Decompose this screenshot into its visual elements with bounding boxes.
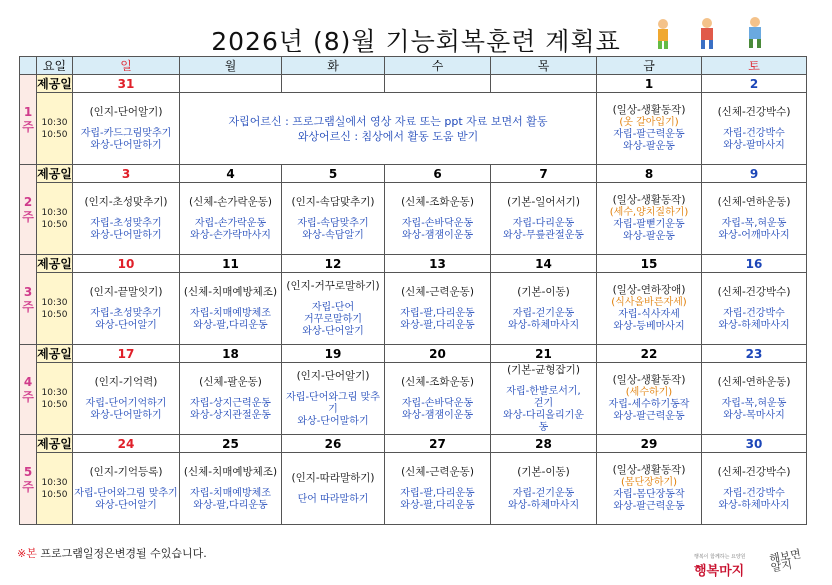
activity-line: 자립-속담맞추기 (297, 217, 369, 229)
header-day: 월 (180, 57, 282, 75)
activity-line: 자립-손바닥운동 (401, 397, 474, 409)
activity-title: (신체-팔운동) (199, 375, 262, 388)
activity-cell (702, 183, 807, 255)
spacer (282, 383, 384, 392)
activity-line: 단어 따라말하기 (297, 493, 369, 505)
activity-cell (73, 93, 180, 165)
date-row (20, 165, 807, 183)
activity-line: 자립-손가락운동 (194, 217, 267, 229)
activity-title: (신체-손가락운동) (189, 195, 272, 208)
week-label (20, 165, 37, 255)
date-cell: 21 (491, 345, 597, 363)
time-cell (37, 363, 73, 435)
date-cell: 14 (491, 255, 597, 273)
activity-line: 자립-건강박수 (723, 127, 785, 139)
date-cell: 20 (385, 345, 491, 363)
activity-line: 와상-팔,다리운동 (193, 499, 268, 511)
time-end: 10:50 (41, 489, 68, 500)
activity-cell (282, 363, 385, 435)
merged-line: 자립어르신 : 프로그램실에서 영상 자료 또는 ppt 자료 보면서 활동 (228, 114, 548, 128)
week-label (20, 345, 37, 435)
date-cell: 2 (702, 75, 807, 93)
date-cell (385, 75, 491, 93)
activity-line: 자립-팔근력운동 (613, 129, 685, 140)
activity-line: 와상-손가락마사지 (190, 229, 271, 241)
activity-line: 와상-팔근력운동 (613, 501, 685, 512)
activity-cell (702, 453, 807, 525)
activity-line: 자립-치매예방체조 (190, 487, 271, 499)
activity-line: 와상-하체마사지 (507, 319, 580, 331)
activity-cell (385, 183, 491, 255)
activity-line: 자립-목,혀운동 (721, 217, 787, 229)
activity-line: 자립-치매예방체조 (190, 307, 271, 319)
spacer (491, 479, 596, 488)
activity-title: (인지-거꾸로말하기) (286, 279, 380, 292)
activity-line: 와상-단어말하기 (297, 415, 369, 427)
activity-title: (기본-이동) (517, 465, 570, 478)
time-end: 10:50 (41, 129, 68, 140)
activity-cell (73, 183, 180, 255)
date-cell: 7 (491, 165, 597, 183)
time-cell (37, 93, 73, 165)
spacer (180, 209, 281, 218)
activity-line: 자립-다리운동 (512, 217, 575, 229)
activity-line: 자립-초성맞추기 (90, 307, 162, 319)
activity-cell (491, 273, 597, 345)
activity-cell (385, 453, 491, 525)
header-day: 화 (282, 57, 385, 75)
spacer (702, 119, 806, 128)
date-cell: 1 (597, 75, 702, 93)
activity-cell (73, 453, 180, 525)
spacer (491, 299, 596, 308)
week-label-text: 주 (22, 389, 34, 404)
activity-line: 자립-세수하기동작 (608, 399, 690, 410)
time-start: 10:30 (41, 117, 68, 128)
time-start: 10:30 (41, 387, 68, 398)
spacer (385, 209, 490, 218)
date-cell: 18 (180, 345, 282, 363)
date-cell: 8 (597, 165, 702, 183)
provide-label: 제공일 (37, 255, 73, 273)
week-label (20, 75, 37, 165)
time-start: 10:30 (41, 207, 68, 218)
activity-cell (385, 363, 491, 435)
spacer (73, 389, 179, 398)
activity-title: (인지-속담맞추기) (291, 195, 375, 208)
activity-line: 자립-팔,다리운동 (400, 307, 475, 319)
date-cell: 31 (73, 75, 180, 93)
week-label-text: 주 (22, 209, 34, 224)
time-start: 10:30 (41, 477, 68, 488)
header-yoil: 요일 (37, 57, 73, 75)
activity-line: 와상-하체마사지 (718, 499, 790, 511)
activity-cell (597, 363, 702, 435)
header-day: 금 (597, 57, 702, 75)
activity-line: 자립-단어와그림 맞추기 (286, 391, 380, 415)
activity-cell (385, 273, 491, 345)
spacer (180, 299, 281, 308)
week-label (20, 255, 37, 345)
date-cell: 16 (702, 255, 807, 273)
activity-cell (597, 183, 702, 255)
date-cell: 26 (282, 435, 385, 453)
activity-title: (일상-생활동작) (612, 464, 686, 476)
activity-line: 자립-카드그림맞추기 (80, 127, 172, 139)
date-cell: 19 (282, 345, 385, 363)
activity-line: 자립-단어와그림 맞추기 (74, 487, 178, 499)
week-label-text: 주 (22, 119, 34, 134)
activity-cell (597, 93, 702, 165)
activity-title: (인지-끝말잇기) (89, 285, 163, 298)
activity-cell (180, 363, 282, 435)
activity-cell (491, 453, 597, 525)
activity-subtitle: (세수,양치질하기) (609, 207, 689, 218)
activity-line: 와상-잼잼이운동 (401, 409, 474, 421)
activity-line: 와상-속담알기 (302, 229, 364, 241)
activity-line: 와상-팔근력운동 (613, 411, 685, 422)
activity-line: 와상-무릎관절운동 (503, 229, 584, 241)
activity-line: 와상-팔운동 (623, 231, 675, 242)
header-day: 토 (702, 57, 807, 75)
activity-line: 와상-단어알기 (95, 499, 157, 511)
activity-line: 와상-단어알기 (95, 319, 157, 331)
spacer (385, 479, 490, 488)
activity-subtitle: (식사올바른자세) (611, 297, 687, 308)
handwritten-text: 해보면 알지 (768, 547, 802, 575)
activity-cell (73, 363, 180, 435)
activity-cell (702, 273, 807, 345)
spacer (73, 209, 179, 218)
activity-line: 와상-팔운동 (623, 141, 675, 152)
date-cell: 23 (702, 345, 807, 363)
activity-row (20, 183, 807, 255)
spacer (702, 479, 806, 488)
date-cell: 17 (73, 345, 180, 363)
activity-title: (신체-치매예방체조) (183, 285, 278, 298)
week-label (20, 435, 37, 525)
date-cell: 9 (702, 165, 807, 183)
activity-title: (기본-균형잡기) (507, 363, 580, 376)
date-cell: 24 (73, 435, 180, 453)
date-cell: 6 (385, 165, 491, 183)
activity-title: (일상-생활동작) (612, 104, 686, 116)
provide-label: 제공일 (37, 435, 73, 453)
activity-line: 와상-단어말하기 (90, 409, 162, 421)
activity-line: 와상-팔,다리운동 (400, 499, 475, 511)
week-label-text: 5 (23, 464, 33, 479)
activity-cell (282, 183, 385, 255)
activity-cell (491, 183, 597, 255)
date-cell: 3 (73, 165, 180, 183)
activity-line: 와상-단어말하기 (90, 229, 162, 241)
activity-title: (신체-연하운동) (717, 195, 791, 208)
time-cell (37, 183, 73, 255)
spacer (385, 389, 490, 398)
activity-cell (180, 453, 282, 525)
activity-title: (신체-연하운동) (717, 375, 791, 388)
activity-line: 자립-손바닥운동 (401, 217, 474, 229)
date-cell: 11 (180, 255, 282, 273)
activity-cell (597, 453, 702, 525)
activity-title: (신체-조화운동) (401, 375, 474, 388)
activity-line: 와상-다리올리기운 (503, 409, 584, 421)
activity-line: 와상-목마사지 (723, 409, 785, 421)
activity-line: 자립-상지근력운동 (190, 397, 271, 409)
activity-line: 와상-단어말하기 (90, 139, 162, 151)
activity-line: 와상-팔마사지 (723, 139, 785, 151)
activity-line: 와상-상지관절운동 (190, 409, 271, 421)
activity-title: (신체-건강박수) (717, 285, 791, 298)
header-row (20, 57, 807, 75)
page-title: 2026년 (8)월 기능회복훈련 계획표 (211, 27, 621, 56)
activity-line: 자립-목,혀운동 (721, 397, 787, 409)
logo-tagline: 행복이 함께하는 요양원 (694, 554, 746, 560)
date-cell: 22 (597, 345, 702, 363)
date-row (20, 75, 807, 93)
activity-title: (일상-연하장애) (612, 284, 686, 296)
activity-title: (일상-생활동작) (612, 374, 686, 386)
date-row (20, 435, 807, 453)
activity-line: 자립-걷기운동 (512, 487, 575, 499)
time-start: 10:30 (41, 297, 68, 308)
activity-line: 걷기 (533, 397, 554, 409)
activity-cell (702, 363, 807, 435)
spacer (73, 479, 179, 488)
logo-name: 행복마지 (694, 564, 745, 579)
activity-line: 자립-팔,다리운동 (400, 487, 475, 499)
time-end: 10:50 (41, 219, 68, 230)
activity-line: 자립-식사자세 (618, 309, 680, 320)
activity-line: 자립-걷기운동 (512, 307, 575, 319)
activity-subtitle: (옷 갈아입기) (619, 117, 679, 128)
activity-title: (기본-이동) (517, 285, 570, 298)
activity-line: 자립-단어기억하기 (85, 397, 167, 409)
date-cell: 29 (597, 435, 702, 453)
provide-label: 제공일 (37, 345, 73, 363)
week-label-text: 3 (23, 284, 33, 299)
date-cell: 10 (73, 255, 180, 273)
provide-label: 제공일 (37, 75, 73, 93)
activity-title: (인지-따라말하기) (291, 471, 375, 484)
activity-title: (신체-조화운동) (401, 195, 474, 208)
activity-subtitle: (몸단장하기) (620, 477, 678, 488)
activity-line: 자립-팔뻗기운동 (613, 219, 685, 230)
date-cell (491, 75, 597, 93)
activity-title: (기본-일어서기) (507, 195, 580, 208)
activity-title: (일상-생활동작) (612, 194, 686, 206)
activity-line: 자립-건강박수 (723, 487, 785, 499)
activity-cell (282, 273, 385, 345)
activity-row (20, 273, 807, 345)
footer-star: ※본 (17, 547, 37, 560)
activity-line: 와상-어깨마사지 (718, 229, 790, 241)
spacer (702, 299, 806, 308)
activity-line: 와상-잼잼이운동 (401, 229, 474, 241)
children-illustration (645, 14, 785, 54)
merged-line: 와상어르신 : 침상에서 활동 도움 받기 (297, 129, 479, 143)
activity-line: 와상-팔,다리운동 (193, 319, 268, 331)
date-cell: 30 (702, 435, 807, 453)
spacer (491, 209, 596, 218)
spacer (702, 209, 806, 218)
activity-cell (180, 183, 282, 255)
activity-line: 와상-하체마사지 (718, 319, 790, 331)
spacer (180, 389, 281, 398)
activity-title: (인지-기억등록) (89, 465, 163, 478)
activity-title: (인지-단어알기) (296, 369, 370, 382)
activity-title: (신체-근력운동) (401, 285, 474, 298)
date-cell: 27 (385, 435, 491, 453)
activity-title: (신체-치매예방체조) (183, 465, 278, 478)
activity-title: (신체-건강박수) (717, 465, 791, 478)
footer-note (17, 545, 207, 561)
week-label-text: 주 (22, 299, 34, 314)
date-cell: 13 (385, 255, 491, 273)
activity-line: 와상-팔,다리운동 (400, 319, 475, 331)
activity-title: (인지-초성맞추기) (84, 195, 168, 208)
date-cell: 12 (282, 255, 385, 273)
week-label-text: 주 (22, 479, 34, 494)
activity-line: 동 (538, 421, 549, 433)
activity-cell (282, 453, 385, 525)
time-cell (37, 273, 73, 345)
activity-line: 거꾸로말하기 (304, 313, 362, 325)
activity-cell (180, 273, 282, 345)
activity-line: 자립-몸단장동작 (613, 489, 685, 500)
date-cell: 25 (180, 435, 282, 453)
activity-title: (인지-기억력) (94, 375, 158, 388)
spacer (180, 479, 281, 488)
week-label-text: 1 (23, 104, 33, 119)
spacer (73, 299, 179, 308)
activity-cell (491, 363, 597, 435)
activity-line: 와상-등베마사지 (613, 321, 685, 332)
week-label-text: 4 (23, 374, 33, 389)
activity-title: (신체-건강박수) (717, 105, 791, 118)
date-cell: 28 (491, 435, 597, 453)
activity-title: (신체-근력운동) (401, 465, 474, 478)
handwritten-mark (768, 547, 804, 575)
header-day: 목 (491, 57, 597, 75)
date-cell (282, 75, 385, 93)
date-row (20, 255, 807, 273)
spacer (282, 209, 384, 218)
activity-row (20, 93, 807, 165)
date-cell: 15 (597, 255, 702, 273)
footer-text: 프로그램일정은변경될 수있습니다. (36, 547, 207, 560)
activity-line: 와상-하체마사지 (507, 499, 580, 511)
activity-cell (702, 93, 807, 165)
time-cell (37, 453, 73, 525)
activity-line: 와상-단어알기 (302, 325, 364, 337)
date-row (20, 345, 807, 363)
activity-line: 자립-한발로서기, (506, 385, 581, 397)
header-day: 일 (73, 57, 180, 75)
activity-line: 자립-단어 (311, 301, 355, 313)
spacer (282, 293, 384, 302)
activity-line: 자립-초성맞추기 (90, 217, 162, 229)
spacer (702, 389, 806, 398)
week-label-text: 2 (23, 194, 33, 209)
brand-logo (694, 553, 745, 579)
date-cell: 5 (282, 165, 385, 183)
spacer (73, 119, 179, 128)
provide-label: 제공일 (37, 165, 73, 183)
activity-row (20, 453, 807, 525)
spacer (282, 485, 384, 494)
time-end: 10:50 (41, 309, 68, 320)
schedule-table (19, 56, 807, 525)
activity-cell (597, 273, 702, 345)
activity-line: 자립-건강박수 (723, 307, 785, 319)
spacer (491, 377, 596, 386)
date-cell: 4 (180, 165, 282, 183)
date-cell (180, 75, 282, 93)
activity-subtitle: (세수하기) (625, 387, 673, 398)
merged-notice (180, 93, 597, 165)
header-day: 수 (385, 57, 491, 75)
time-end: 10:50 (41, 399, 68, 410)
spacer (385, 299, 490, 308)
header-corner (20, 57, 37, 75)
activity-row (20, 363, 807, 435)
activity-title: (인지-단어알기) (89, 105, 163, 118)
activity-cell (73, 273, 180, 345)
